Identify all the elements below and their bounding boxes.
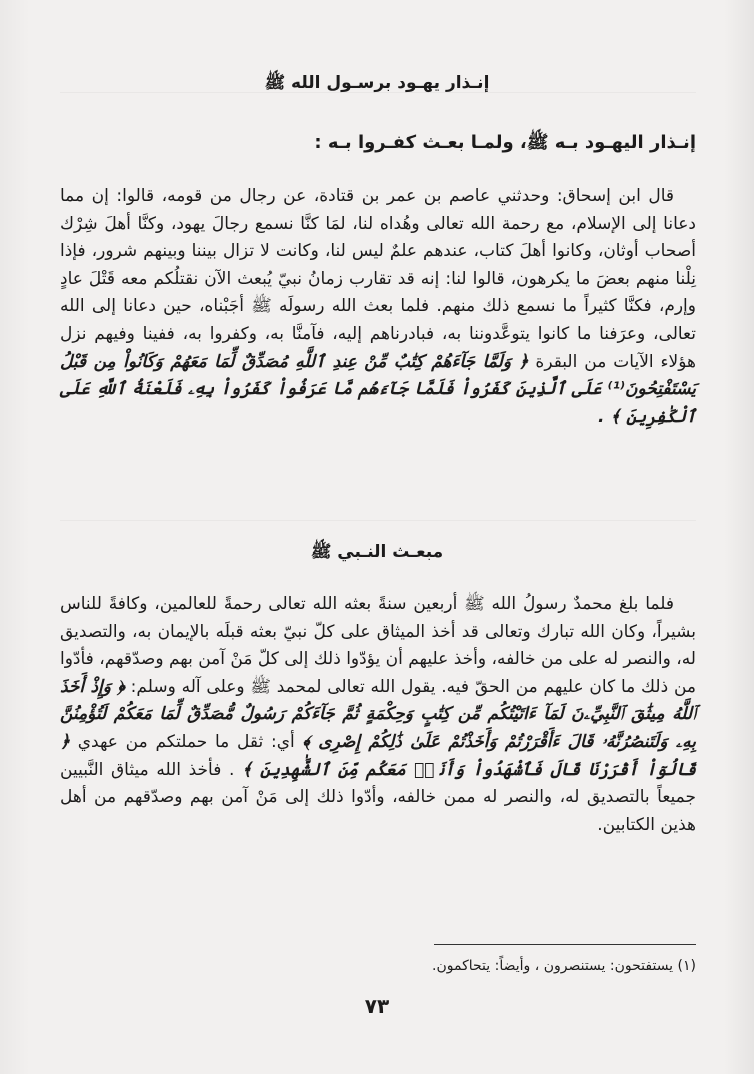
- paragraph-text: فلما بلغ محمدٌ رسولُ الله ﷺ أربعين سنةً بعثه الله تعالى رحمةً للعالمين، وكافةً للناس بشيراً، وكان الله تبارك وتعالى قد أخذ الميثاق على كلّ نبيّ بعثه قبلَه بالإيمان به، والتصديق له، والنصر له على من خالفه، وأخذ عليهم أن يؤدّوا ذلك إلى كلّ مَنْ آمن بهم وصدّقهم، فأدّوا من ذلك ما كان عليهم من الحقّ فيه. يقول الله تعالى لمحمد ﷺ وعلى آله وسلم:: [60, 594, 696, 697]
- paragraph-text: . فأخذ الله ميثاق النَّبيين جميعاً بالتصديق له، والنصر له ممن خالفه، وأدّوا ذلك إلى مَنْ آمن بهم وصدّقهم من أهل هذين الكتابين.: [60, 759, 696, 835]
- section-heading-mission: مبعـث النـبي ﷺ: [310, 542, 444, 562]
- footnote-text: يستفتحون: يستنصرون ، وأيضاً: يتحاكمون.: [432, 958, 674, 974]
- quran-verse-baqarah: ﴿ وَلَمَّا جَآءَهُمْ كِتَٰبٌ مِّنْ عِندِ ٱللَّهِ مُصَدِّقٌ لِّمَا مَعَهُمْ وَكَانُواْ مِن قَبْلُ يَسْتَفْتِحُونَ⁽¹⁾ عَلَى ٱلَّذِينَ كَفَرُواْ فَلَمَّا جَآءَهُم مَّا عَرَفُواْ كَفَرُواْ بِهِۦ فَلَعْنَةُ ٱللَّهِ عَلَى ٱلْكَٰفِرِينَ ﴾ .: [60, 351, 696, 427]
- paragraph-text: أي: ثقل ما حملتكم من عهدي: [77, 731, 295, 752]
- paragraph-mission: [60, 591, 696, 839]
- section-heading-warning: إنـذار اليهـود بـه ﷺ، ولمـا بعـث كفـروا بـه :: [314, 132, 696, 153]
- quran-verse-witness: ﴿ قَالُوٓاْ أَقْرَرْنَا قَالَ فَٱشْهَدُواْ وَأَنَا۠ مَعَكُم مِّنَ ٱلشَّٰهِدِينَ ﴾: [60, 731, 696, 780]
- paragraph-ibn-ishaq: [60, 183, 696, 431]
- show-through-line: [60, 520, 696, 521]
- footnote-marker: (١): [677, 958, 696, 974]
- page-header: إنـذار يهـود برسـول الله ﷺ: [264, 73, 490, 93]
- paragraph-text: قال ابن إسحاق: وحدثني عاصم بن عمر بن قتادة، عن رجال من قومه، قالوا: إن مما دعانا إلى الإسلام، مع رحمة الله تعالى وهُداه لنا، لمَا كنَّا نسمع رجالَ يهود، وكنَّا أهلَ شِرْك أصحاب أوثان، وكانوا أهلَ كتاب، عندهم علمٌ ليس لنا، وكانت لا تزال بيننا وبينهم شرور، فإذا نِلْنا منهم بعضَ ما يكرهون، قالوا لنا: إنه قد تقارب زمانُ نبيّ يُبعث الآن نقتلُكم معه قَتْلَ عادٍ وإرم، فكنَّا كثيراً ما نسمع ذلك منهم. فلما بعث الله رسولَه ﷺ أجَبْناه، حين دعانا إلى الله تعالى، وعرَفنا ما كانوا يتوعَّدوننا به، فبادرناهم إليه، فآمنَّا به، وكفروا به، ففينا وفيهم نزل هؤلاء الآيات من البقرة: [60, 186, 696, 372]
- page-number: ٧٣: [364, 994, 390, 1018]
- footnote-divider: [434, 944, 696, 945]
- footnote: [60, 956, 696, 976]
- quran-verse-covenant: ﴿ وَإِذْ أَخَذَ ٱللَّهُ مِيثَٰقَ ٱلنَّبِيِّۦنَ لَمَآ ءَاتَيْتُكُم مِّن كِتَٰبٍ وَحِكْمَةٍ ثُمَّ جَآءَكُمْ رَسُولٌ مُّصَدِّقٌ لِّمَا مَعَكُمْ لَتُؤْمِنُنَّ بِهِۦ وَلَتَنصُرُنَّهُۥ قَالَ ءَأَقْرَرْتُمْ وَأَخَذْتُمْ عَلَىٰ ذَٰلِكُمْ إِصْرِى ﴾: [60, 676, 697, 752]
